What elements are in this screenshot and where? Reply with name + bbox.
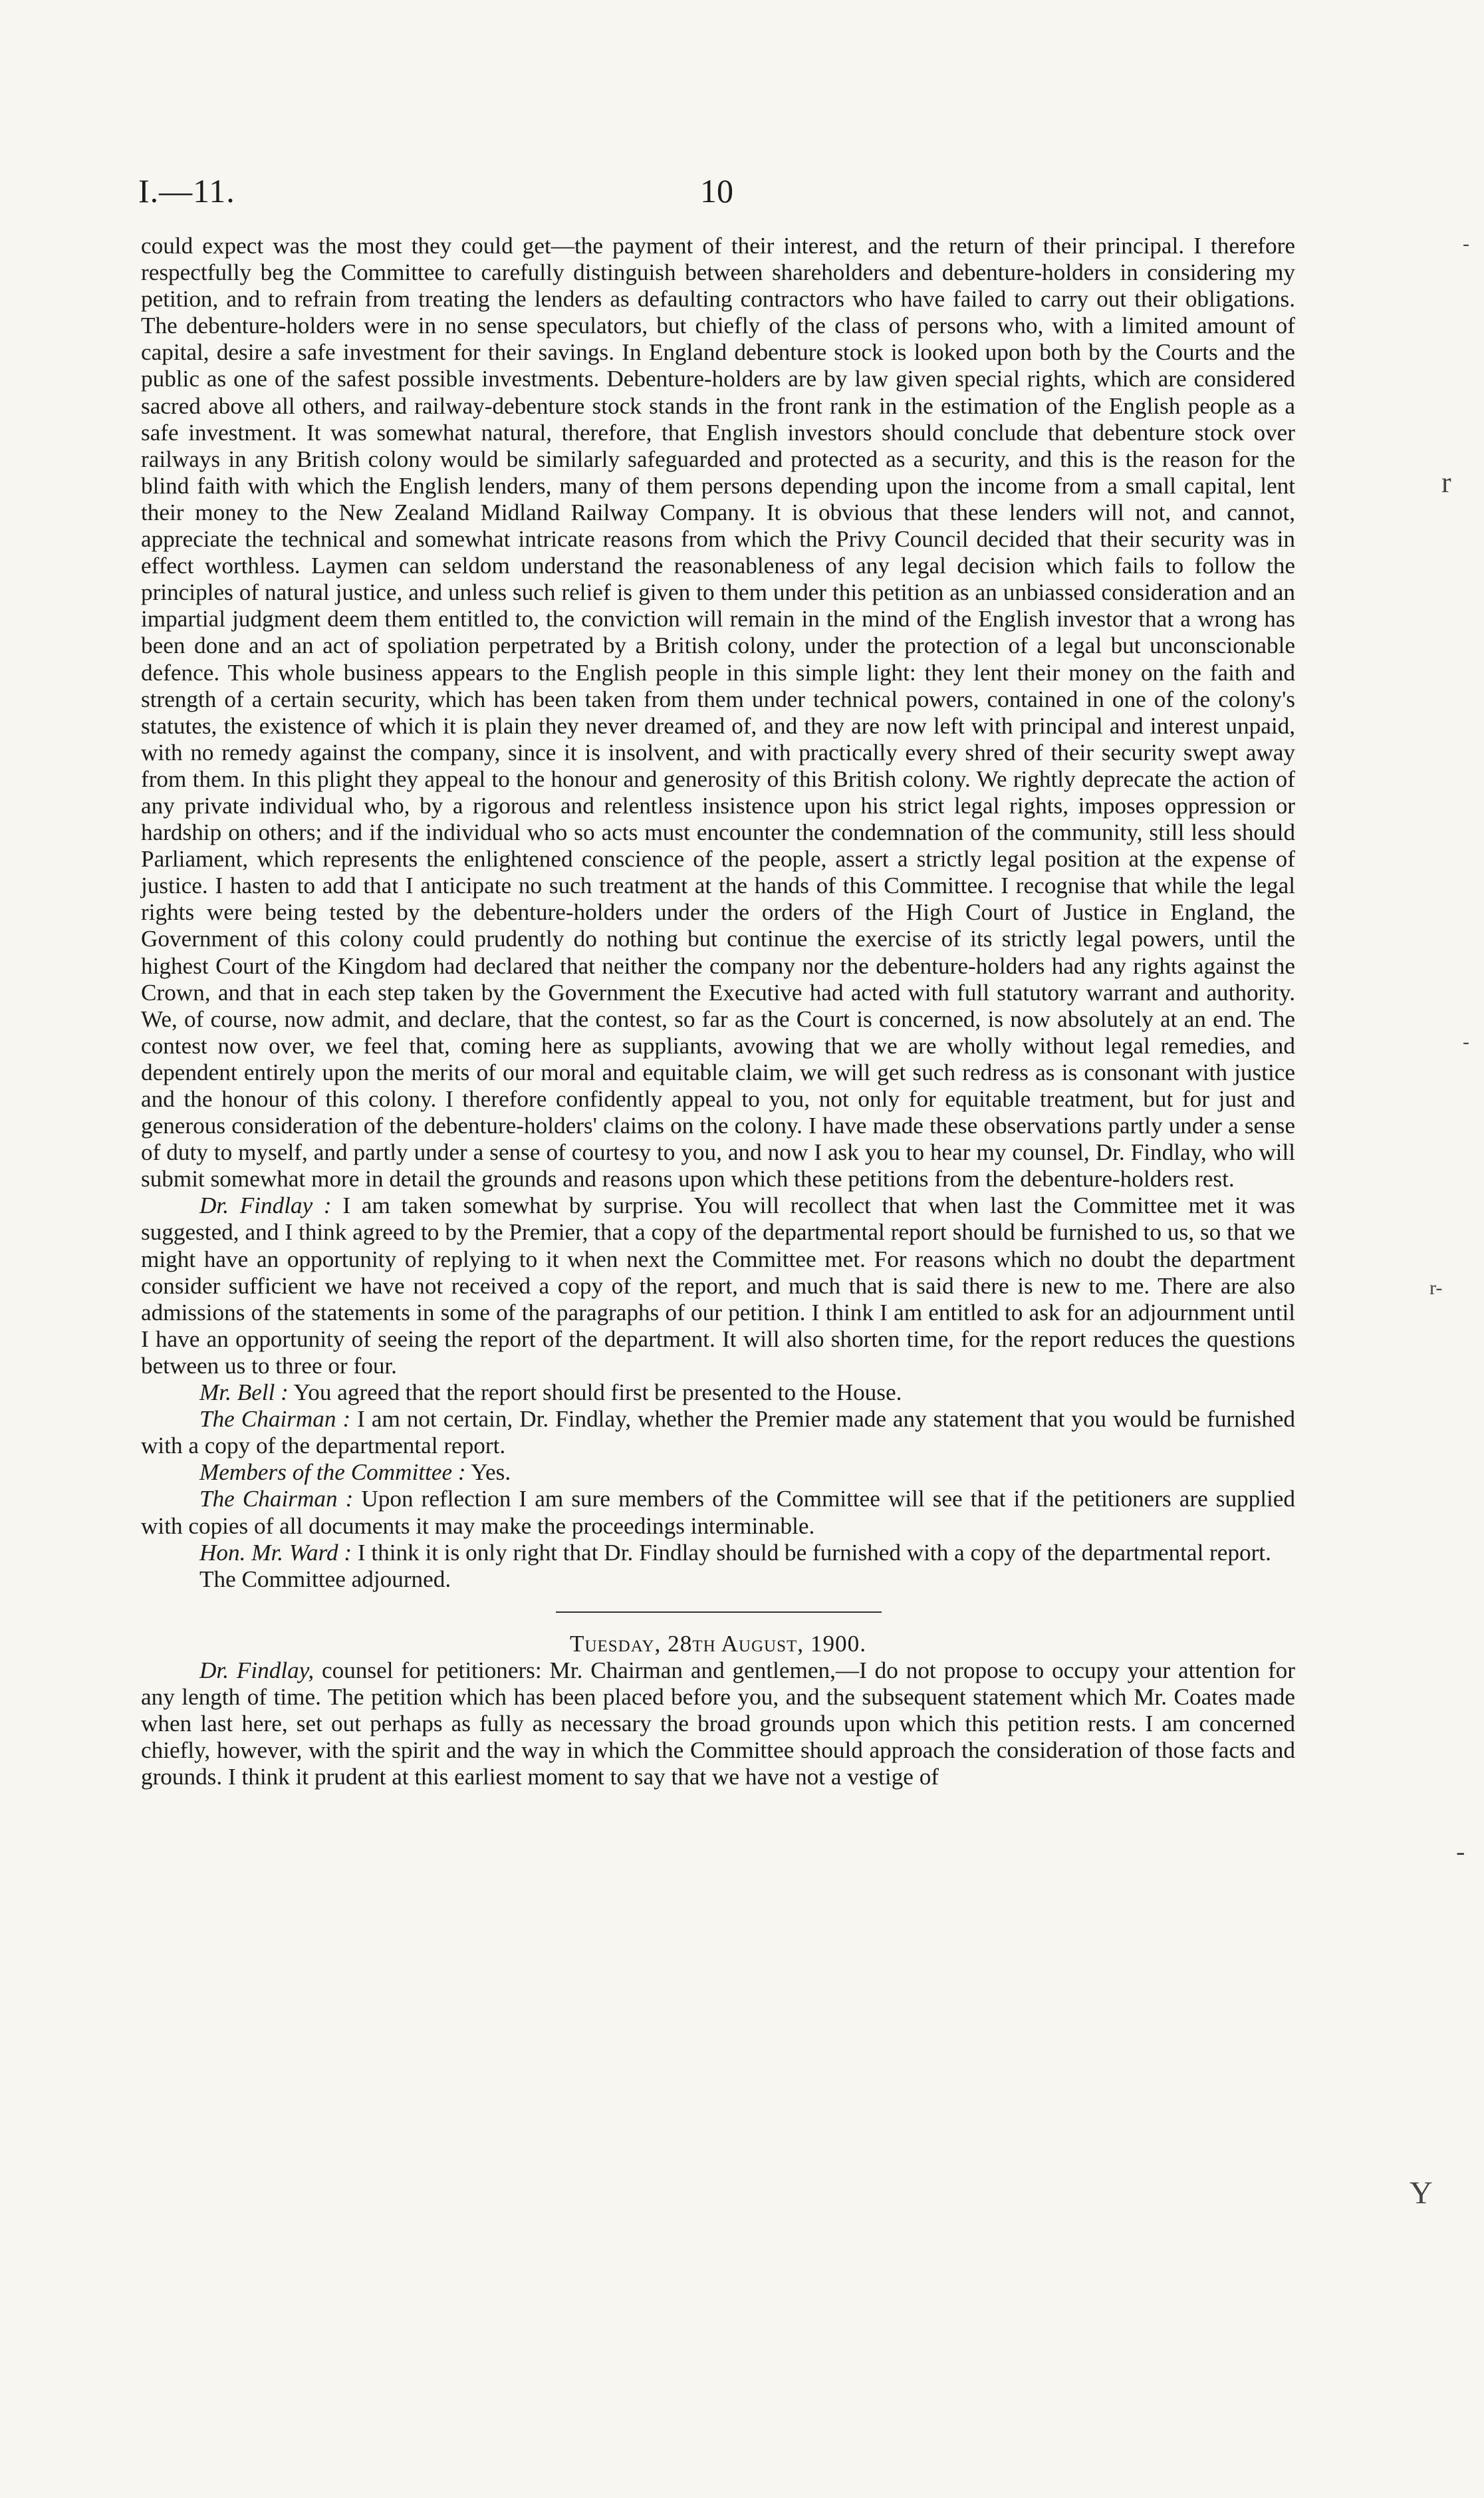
- section-divider: [141, 1593, 1295, 1631]
- margin-mark: Y: [1410, 2175, 1433, 2211]
- paragraph-chairman: [141, 1406, 1295, 1459]
- speaker-label: Dr. Findlay,: [199, 1657, 314, 1683]
- speech-text: counsel for petitioners: Mr. Chairman and gentlemen,—I do not propose to occupy your attention for any length of time. The petition which has been placed before you, and the subsequent statement which Mr. Coates made when last here, set out perhaps as fully as necessary the broad grounds upon which this petition rests. I am concerned chiefly, however, with the spirit and the way in which the Committee should approach the consideration of those facts and grounds. I think it prudent at this earliest moment to say that we have not a vestige of: [141, 1657, 1295, 1790]
- adjournment-note: The Committee adjourned.: [199, 1566, 451, 1592]
- margin-mark: -: [1456, 1836, 1465, 1866]
- speaker-label: Members of the Committee :: [199, 1459, 466, 1486]
- document-reference: I.—11.: [138, 172, 235, 209]
- margin-mark: -: [1463, 1031, 1469, 1053]
- speech-text: I am taken somewhat by surprise. You will recollect that when last the Committee met it was suggested, and I think agreed to by the Premier, that a copy of the departmental report should be furnished to us, so that we might have an opportunity of replying to it when next the Committee met. For reasons which no doubt the department consider sufficient we have not received a copy of the report, and much that is said there is new to me. There are also admissions of the statements in some of the paragraphs of our petition. I think I am entitled to ask for an adjournment until I have an opportunity of seeing the report of the department. It will also shorten time, for the report reduces the questions between us to three or four.: [141, 1192, 1295, 1379]
- divider-rule: [556, 1611, 882, 1613]
- paragraph-chairman-2: [141, 1486, 1295, 1539]
- speech-text: I think it is only right that Dr. Findlay should be furnished with a copy of the departmental report.: [352, 1539, 1271, 1566]
- page-header: [138, 172, 1295, 218]
- margin-mark: -: [1463, 233, 1469, 255]
- speaker-label: Mr. Bell :: [199, 1379, 289, 1406]
- speech-text: Yes.: [465, 1459, 511, 1486]
- document-body: [141, 233, 1295, 1790]
- speaker-label: Hon. Mr. Ward :: [199, 1539, 352, 1566]
- speaker-label: The Chairman :: [199, 1406, 351, 1433]
- paragraph-ward: [141, 1540, 1295, 1566]
- paragraph-bell: [141, 1379, 1295, 1406]
- paragraph-findlay: [141, 1192, 1295, 1379]
- paragraph-continuation: could expect was the most they could get—the payment of their interest, and the return of their principal. I therefore respectfully beg the Committee to carefully distinguish between shareholders and debenture-holders in considering my petition, and to refrain from treating the lenders as defaulting contractors who have failed to carry out their obligations. The debenture-holders were in no sense speculators, but chiefly of the class of persons who, with a limited amount of capital, desire a safe investment for their savings. In England debenture stock is looked upon both by the Courts and the public as one of the safest possible investments. Debenture-holders are by law given special rights, which are considered sacred above all others, and railway-debenture stock stands in the front rank in the estimation of the English people as a safe investment. It was somewhat natural, therefore, that English investors should conclude that debenture stock over railways in any British colony would be similarly safeguarded and protected as a security, and this is the reason for the blind faith with which the English lenders, many of them persons depending upon the income from a small capital, lent their money to the New Zealand Midland Railway Company. It is obvious that these lenders will not, and cannot, appreciate the technical and somewhat intricate reasons from which the Privy Council decided that their security was in effect worthless. Laymen can seldom understand the reasonableness of any legal decision which fails to follow the principles of natural justice, and unless such relief is given to them under this petition as an unbiassed consideration and an impartial judgment deem them entitled to, the conviction will remain in the mind of the English investor that a wrong has been done and an act of spoliation perpetrated by a British colony, under the protection of a legal but unconscionable defence. This whole business appears to the English people in this simple light: they lent their money on the faith and strength of a certain security, which has been taken from them under technical powers, contained in one of the colony's statutes, the existence of which it is plain they never dreamed of, and they are now left with principal and interest unpaid, with no remedy against the company, since it is insolvent, and with practically every shred of their security swept away from them. In this plight they appeal to the honour and generosity of this British colony. We rightly deprecate the action of any private individual who, by a rigorous and relentless insistence upon his strict legal rights, imposes oppression or hardship on others; and if the individual who so acts must encounter the condemnation of the community, still less should Parliament, which represents the enlightened conscience of the people, assert a strictly legal position at the expense of justice. I hasten to add that I anticipate no such treatment at the hands of this Committee. I recognise that while the legal rights were being tested by the debenture-holders under the orders of the High Court of Justice in England, the Government of this colony could prudently do nothing but continue the exercise of its strictly legal powers, until the highest Court of the Kingdom had declared that neither the company nor the debenture-holders had any rights against the Crown, and that in each step taken by the Government the Executive had acted with full statutory warrant and authority. We, of course, now admit, and declare, that the contest, so far as the Court is concerned, is now absolutely at an end. The contest now over, we feel that, coming here as suppliants, avowing that we are wholly without legal remedies, and dependent entirely upon the merits of our moral and equitable claim, we will get such redress as is consonant with justice and the honour of this colony. I therefore confidently appeal to you, not only for equitable treatment, but for just and generous consideration of the debenture-holders' claims on the colony. I have made these observations partly under a sense of duty to myself, and partly under a sense of courtesy to you, and now I ask you to hear my counsel, Dr. Findlay, who will submit somewhat more in detail the grounds and reasons upon which these petitions from the debenture-holders rest.: [141, 233, 1295, 1192]
- paragraph-members: [141, 1459, 1295, 1486]
- speaker-label: The Chairman :: [199, 1486, 354, 1512]
- speech-text: Upon reflection I am sure members of the Committee will see that if the petitioners are supplied with copies of all documents it may make the proceedings interminable.: [141, 1486, 1295, 1539]
- paragraph-findlay-2: [141, 1657, 1295, 1790]
- margin-mark: r-: [1429, 1277, 1443, 1299]
- date-heading: Tuesday, 28th August, 1900.: [569, 1630, 867, 1657]
- speech-text: I am not certain, Dr. Findlay, whether the Premier made any statement that you would be furnished with a copy of the departmental report.: [141, 1406, 1295, 1459]
- speaker-label: Dr. Findlay :: [199, 1192, 332, 1219]
- page-number: 10: [700, 172, 733, 209]
- margin-mark: r: [1441, 466, 1451, 499]
- speech-text: You agreed that the report should first be presented to the House.: [288, 1379, 902, 1406]
